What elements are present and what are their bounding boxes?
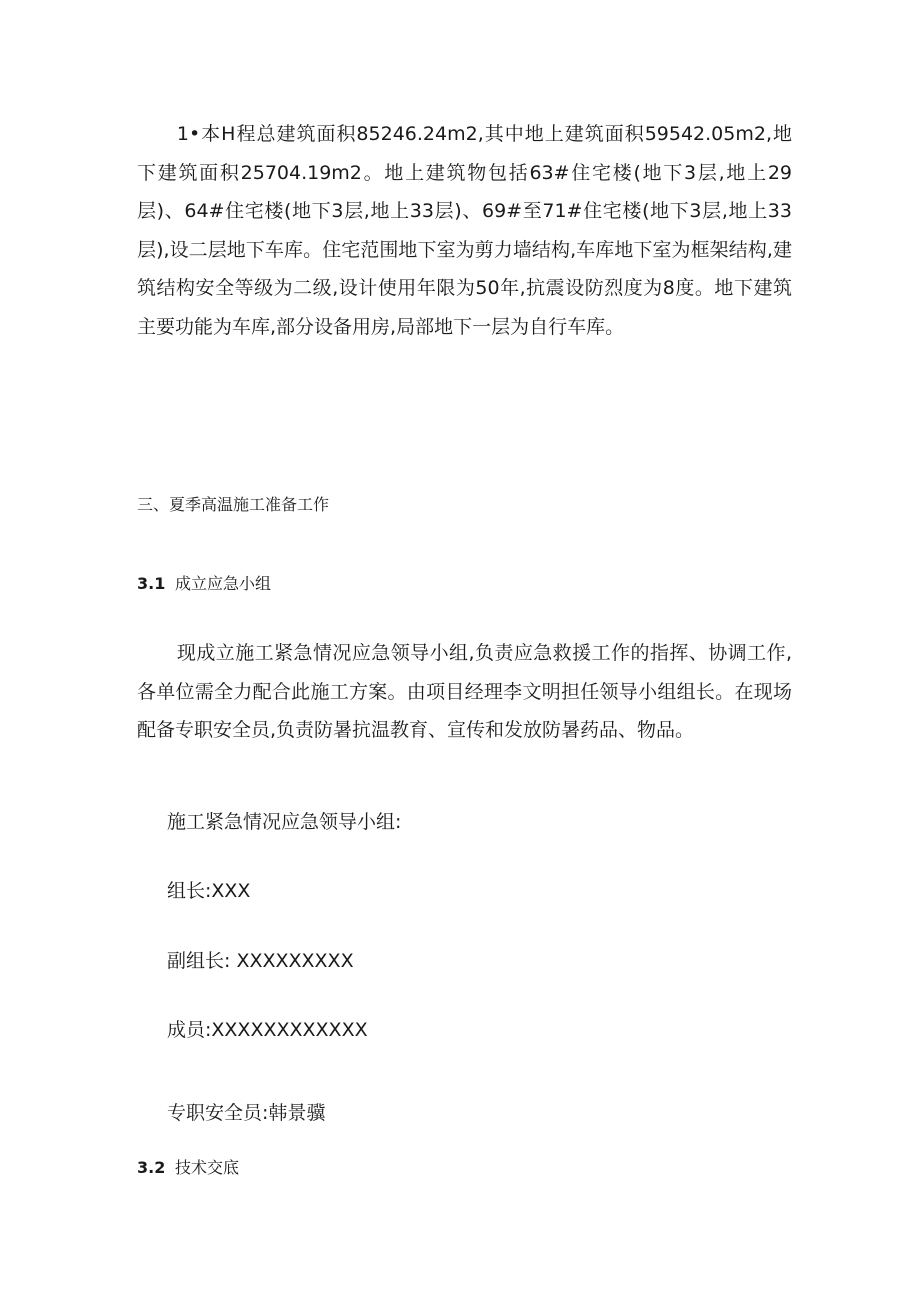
project-overview-paragraph: 1•本H程总建筑面积85246.24m2,其中地上建筑面积59542.05m2,地下建筑面积25704.19m2。地上建筑物包括63#住宅楼(地下3层,地上29层)、64#住宅楼(地下3层,地上33层)、69#至71#住宅楼(地下3层,地上33层),设二层地下车库。住宅范围地下室为剪力墙结构,车库地下室为框架结构,建筑结构安全等级为二级,设计使用年限为50年,抗震设防烈度为8度。地下建筑主要功能为车库,部分设备用房,局部地下一层为自行车库。 <box>137 123 792 338</box>
section-number: 3.1 <box>137 574 166 593</box>
safety-officer-line: 专职安全员:韩景骥 <box>167 1102 326 1124</box>
group-label-line: 施工紧急情况应急领导小组: <box>167 811 402 833</box>
section-title: 技术交底 <box>175 1158 240 1177</box>
section-3-2-heading <box>137 1156 239 1180</box>
section-title: 成立应急小组 <box>175 574 272 593</box>
emergency-group-paragraph: 现成立施工紧急情况应急领导小组,负责应急救援工作的指挥、协调工作,各单位需全力配合此施工方案。由项目经理李文明担任领导小组组长。在现场配备专职安全员,负责防暑抗温教育、宣传和发放防暑药品、物品。 <box>137 642 792 742</box>
members-line: 成员:XXXXXXXXXXXX <box>167 1019 368 1041</box>
section-3-heading: 三、夏季高温施工准备工作 <box>137 495 330 514</box>
section-number: 3.2 <box>137 1158 166 1177</box>
deputy-leader-line: 副组长: XXXXXXXXX <box>167 950 354 972</box>
section-3-1-heading <box>137 572 271 596</box>
leader-line: 组长:XXX <box>167 880 251 902</box>
